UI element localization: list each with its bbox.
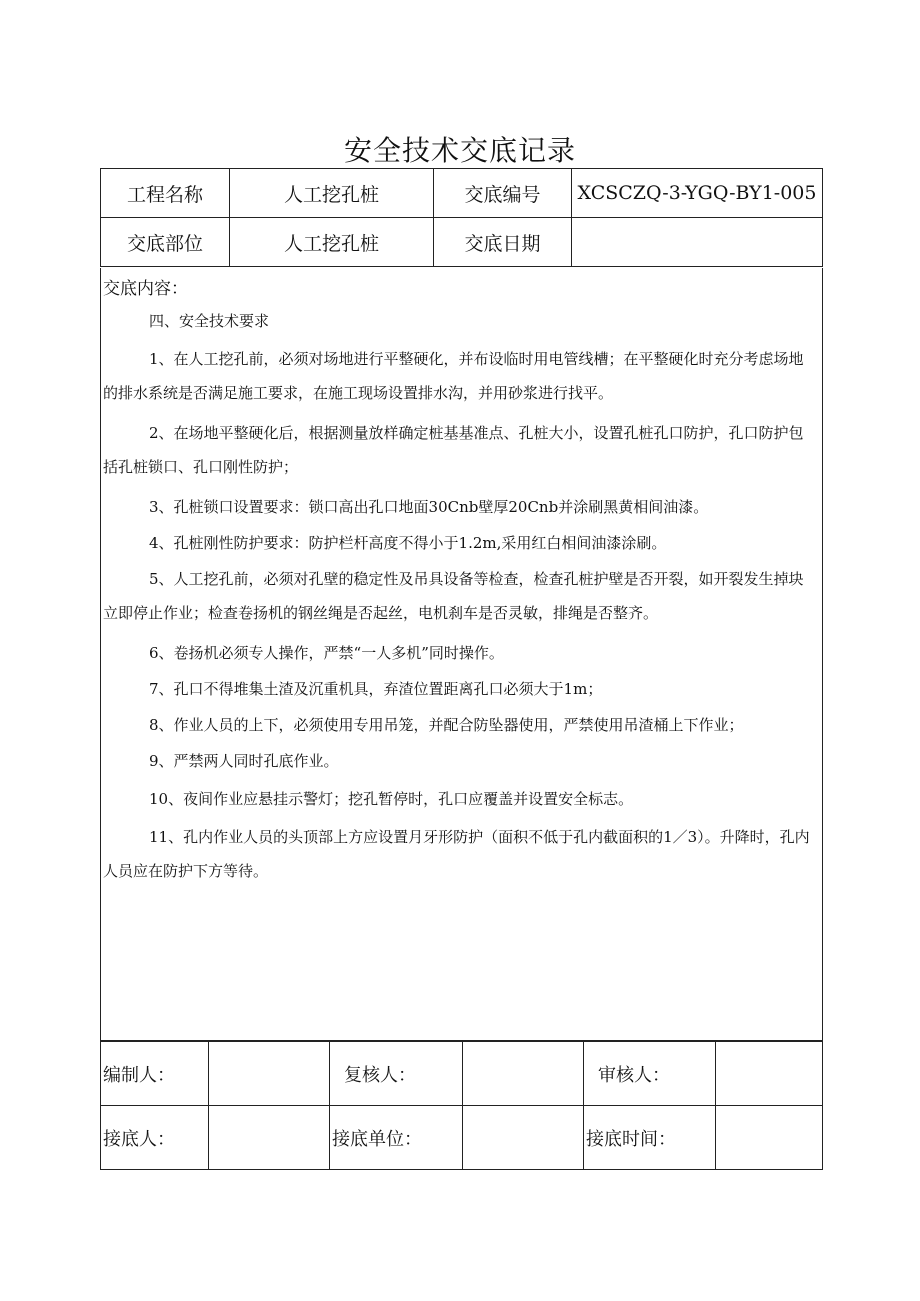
receiver-unit-field[interactable] xyxy=(463,1106,584,1170)
project-name-label: 工程名称 xyxy=(101,169,230,218)
header-row-1 xyxy=(101,169,823,218)
header-table xyxy=(100,168,823,267)
content-item: 1、在人工挖孔前，必须对场地进行平整硬化，并布设临时用电管线槽；在平整硬化时充分考虑场地的排水系统是否满足施工要求，在施工现场设置排水沟，并用砂浆进行找平。 xyxy=(103,350,804,402)
approver-field[interactable] xyxy=(716,1042,823,1106)
content-item: 3、孔桩锁口设置要求：锁口高出孔口地面30Cnb壁厚20Cnb并涂刷黑黄相间油漆。 xyxy=(149,498,709,516)
part-label: 交底部位 xyxy=(101,218,230,267)
date-label: 交底日期 xyxy=(434,218,572,267)
content-box xyxy=(100,268,823,1041)
compiler-field[interactable] xyxy=(209,1042,330,1106)
part-value: 人工挖孔桩 xyxy=(230,218,434,267)
code-value: XCSCZQ-3-YGQ-BY1-005 xyxy=(572,169,823,218)
receive-time-label: 接底时间： xyxy=(584,1106,716,1170)
content-label: 交底内容： xyxy=(103,279,188,299)
signature-row-1 xyxy=(101,1042,823,1106)
signature-table xyxy=(100,1041,823,1170)
date-value xyxy=(572,218,823,267)
section-heading: 四、安全技术要求 xyxy=(149,312,270,330)
receiver-field[interactable] xyxy=(209,1106,330,1170)
document-title: 安全技术交底记录 xyxy=(343,134,576,167)
content-item: 9、严禁两人同时孔底作业。 xyxy=(149,752,339,770)
content-item: 2、在场地平整硬化后，根据测量放样确定桩基基准点、孔桩大小，设置孔桩孔口防护，孔口防护包括孔桩锁口、孔口刚性防护； xyxy=(103,424,804,476)
content-item: 10、夜间作业应悬挂示警灯；挖孔暂停时，孔口应覆盖并设置安全标志。 xyxy=(149,790,634,808)
content-item: 5、人工挖孔前，必须对孔壁的稳定性及吊具设备等检查，检查孔桩护壁是否开裂，如开裂发生掉块立即停止作业；检查卷扬机的钢丝绳是否起丝，电机刹车是否灵敏，排绳是否整齐。 xyxy=(103,570,804,622)
content-item: 11、孔内作业人员的头顶部上方应设置月牙形防护（面积不低于孔内截面积的1／3）。升降时，孔内人员应在防护下方等待。 xyxy=(103,828,810,880)
receiver-unit-label: 接底单位： xyxy=(330,1106,463,1170)
content-item: 8、作业人员的上下，必须使用专用吊笼，并配合防坠器使用，严禁使用吊渣桶上下作业； xyxy=(149,716,744,734)
approver-label: 审核人： xyxy=(584,1042,716,1106)
signature-row-2 xyxy=(101,1106,823,1170)
reviewer-field[interactable] xyxy=(463,1042,584,1106)
receiver-label: 接底人： xyxy=(101,1106,209,1170)
reviewer-label: 复核人： xyxy=(330,1042,463,1106)
content-item: 4、孔桩刚性防护要求：防护栏杆高度不得小于1.2m,采用红白相间油漆涂刷。 xyxy=(149,534,667,552)
receive-time-field[interactable] xyxy=(716,1106,823,1170)
header-row-2 xyxy=(101,218,823,267)
content-item: 7、孔口不得堆集土渣及沉重机具，弃渣位置距离孔口必须大于1m； xyxy=(149,680,603,698)
content-item: 6、卷扬机必须专人操作，严禁“一人多机”同时操作。 xyxy=(149,644,504,662)
compiler-label: 编制人： xyxy=(101,1042,209,1106)
project-name-value: 人工挖孔桩 xyxy=(230,169,434,218)
code-label: 交底编号 xyxy=(434,169,572,218)
